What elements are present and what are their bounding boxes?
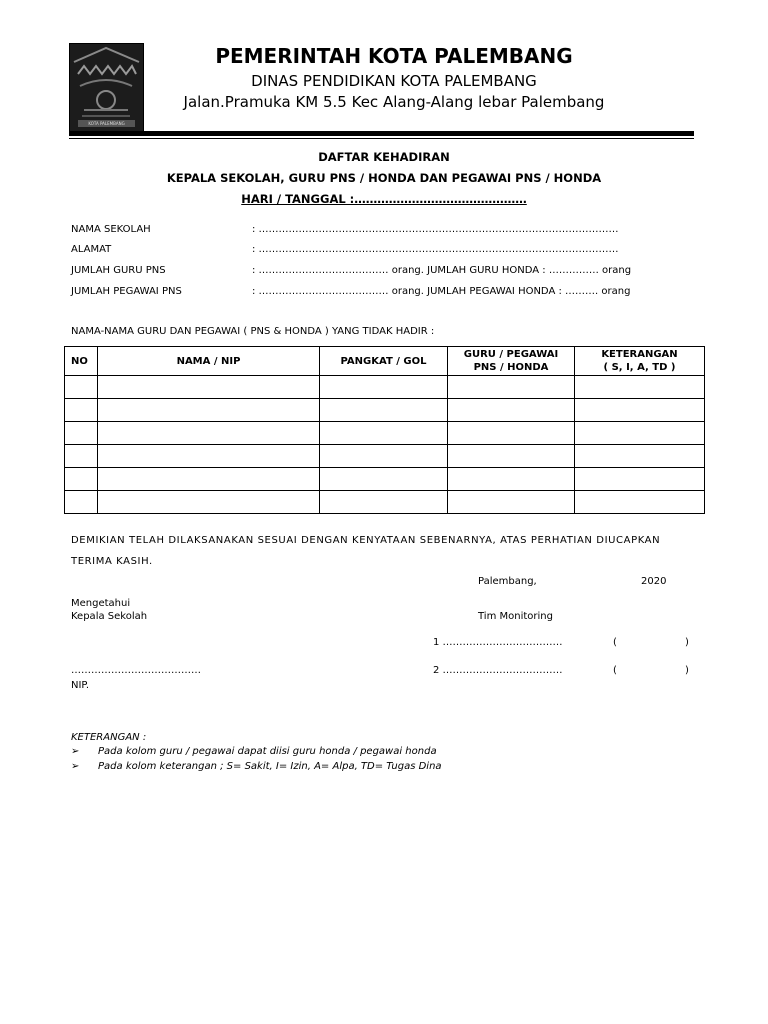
table-cell[interactable] bbox=[98, 468, 320, 491]
table-cell[interactable] bbox=[98, 445, 320, 468]
table-cell[interactable] bbox=[448, 376, 575, 399]
acknowledged-label: Mengetahui bbox=[71, 598, 131, 609]
date-field bbox=[69, 192, 699, 206]
table-cell[interactable] bbox=[448, 422, 575, 445]
note-item-1: Pada kolom guru / pegawai dapat diisi guru honda / pegawai honda bbox=[98, 746, 437, 757]
table-row bbox=[65, 445, 705, 468]
city-emblem-icon bbox=[70, 44, 143, 131]
table-row bbox=[65, 468, 705, 491]
signature-place: Palembang, bbox=[478, 576, 537, 587]
table-cell[interactable] bbox=[65, 445, 98, 468]
signature-year: 2020 bbox=[641, 576, 667, 587]
table-row bbox=[65, 399, 705, 422]
member-2-paren-close: ) bbox=[685, 665, 689, 676]
table-cell[interactable] bbox=[98, 491, 320, 514]
table-row bbox=[65, 422, 705, 445]
table-cell[interactable] bbox=[575, 422, 705, 445]
table-cell[interactable] bbox=[320, 445, 448, 468]
date-field-label: HARI / TANGGAL :……………………………………… bbox=[241, 192, 527, 206]
column-header-rank: PANGKAT / GOL bbox=[320, 347, 448, 376]
field-value-teacher-count: : ………………………………… orang. JUMLAH GURU HONDA : …………… orang bbox=[252, 265, 632, 276]
member-2-paren-open: ( bbox=[613, 665, 617, 676]
closing-thanks: TERIMA KASIH. bbox=[71, 556, 153, 567]
column-header-type: GURU / PEGAWAI PNS / HONDA bbox=[448, 347, 575, 376]
table-cell[interactable] bbox=[320, 468, 448, 491]
member-1-paren-close: ) bbox=[685, 637, 689, 648]
table-cell[interactable] bbox=[320, 399, 448, 422]
table-cell[interactable] bbox=[65, 468, 98, 491]
table-cell[interactable] bbox=[575, 376, 705, 399]
table-cell[interactable] bbox=[448, 399, 575, 422]
table-cell[interactable] bbox=[65, 399, 98, 422]
member-1-paren-open: ( bbox=[613, 637, 617, 648]
absence-table bbox=[64, 346, 705, 514]
principal-nip: NIP. bbox=[71, 680, 90, 691]
table-cell[interactable] bbox=[575, 445, 705, 468]
table-cell[interactable] bbox=[575, 491, 705, 514]
table-cell[interactable] bbox=[448, 468, 575, 491]
field-label-address: ALAMAT bbox=[71, 244, 112, 255]
form-title: DAFTAR KEHADIRAN bbox=[318, 150, 450, 164]
table-cell[interactable] bbox=[65, 491, 98, 514]
emblem-caption: KOTA PALEMBANG bbox=[88, 121, 125, 126]
table-title: NAMA-NAMA GURU DAN PEGAWAI ( PNS & HONDA ) YANG TIDAK HADIR : bbox=[71, 326, 435, 337]
field-value-staff-count: : ………………………………… orang. JUMLAH PEGAWAI HONDA : ………. orang bbox=[252, 286, 631, 297]
table-cell[interactable] bbox=[575, 468, 705, 491]
table-cell[interactable] bbox=[320, 376, 448, 399]
principal-signature-line: ………………………………… bbox=[71, 665, 201, 676]
address-line: Jalan.Pramuka KM 5.5 Kec Alang-Alang lebar Palembang bbox=[183, 93, 605, 111]
table-cell[interactable] bbox=[448, 491, 575, 514]
column-header-name: NAMA / NIP bbox=[98, 347, 320, 376]
table-cell[interactable] bbox=[448, 445, 575, 468]
table-cell[interactable] bbox=[65, 422, 98, 445]
table-row bbox=[65, 376, 705, 399]
city-emblem bbox=[69, 43, 144, 132]
column-header-remarks: KETERANGAN ( S, I, A, TD ) bbox=[575, 347, 705, 376]
field-label-school-name: NAMA SEKOLAH bbox=[71, 224, 151, 235]
closing-statement: DEMIKIAN TELAH DILAKSANAKAN SESUAI DENGAN KENYATAAN SEBENARNYA, ATAS PERHATIAN DIUCAPKAN bbox=[71, 535, 661, 546]
table-cell[interactable] bbox=[575, 399, 705, 422]
table-cell[interactable] bbox=[98, 422, 320, 445]
column-header-no: NO bbox=[65, 347, 98, 376]
principal-label: Kepala Sekolah bbox=[71, 611, 148, 622]
letterhead-rule-thin bbox=[69, 138, 694, 139]
field-label-staff-count: JUMLAH PEGAWAI PNS bbox=[71, 286, 182, 297]
monitoring-member-1: 1 ……………………………… bbox=[433, 637, 563, 648]
note-item-2: Pada kolom keterangan ; S= Sakit, I= Izin, A= Alpa, TD= Tugas Dina bbox=[98, 761, 442, 772]
field-label-teacher-count: JUMLAH GURU PNS bbox=[71, 265, 166, 276]
bullet-icon: ➢ bbox=[71, 761, 80, 772]
table-cell[interactable] bbox=[98, 399, 320, 422]
monitoring-team-label: Tim Monitoring bbox=[478, 611, 553, 622]
monitoring-member-2: 2 ……………………………… bbox=[433, 665, 563, 676]
government-name: PEMERINTAH KOTA PALEMBANG bbox=[215, 44, 573, 68]
table-cell[interactable] bbox=[320, 422, 448, 445]
table-header-row bbox=[65, 347, 705, 376]
table-row bbox=[65, 491, 705, 514]
bullet-icon: ➢ bbox=[71, 746, 80, 757]
table-cell[interactable] bbox=[98, 376, 320, 399]
table-cell[interactable] bbox=[320, 491, 448, 514]
field-value-school-name: : ……………………………………………………………………………………………… bbox=[252, 224, 619, 235]
letterhead-rule-thick bbox=[69, 131, 694, 136]
form-subtitle: KEPALA SEKOLAH, GURU PNS / HONDA DAN PEGAWAI PNS / HONDA bbox=[166, 171, 602, 185]
table-cell[interactable] bbox=[65, 376, 98, 399]
notes-title: KETERANGAN : bbox=[71, 732, 147, 743]
field-value-address: : ……………………………………………………………………………………………… bbox=[252, 244, 619, 255]
department-name: DINAS PENDIDIKAN KOTA PALEMBANG bbox=[251, 72, 537, 90]
